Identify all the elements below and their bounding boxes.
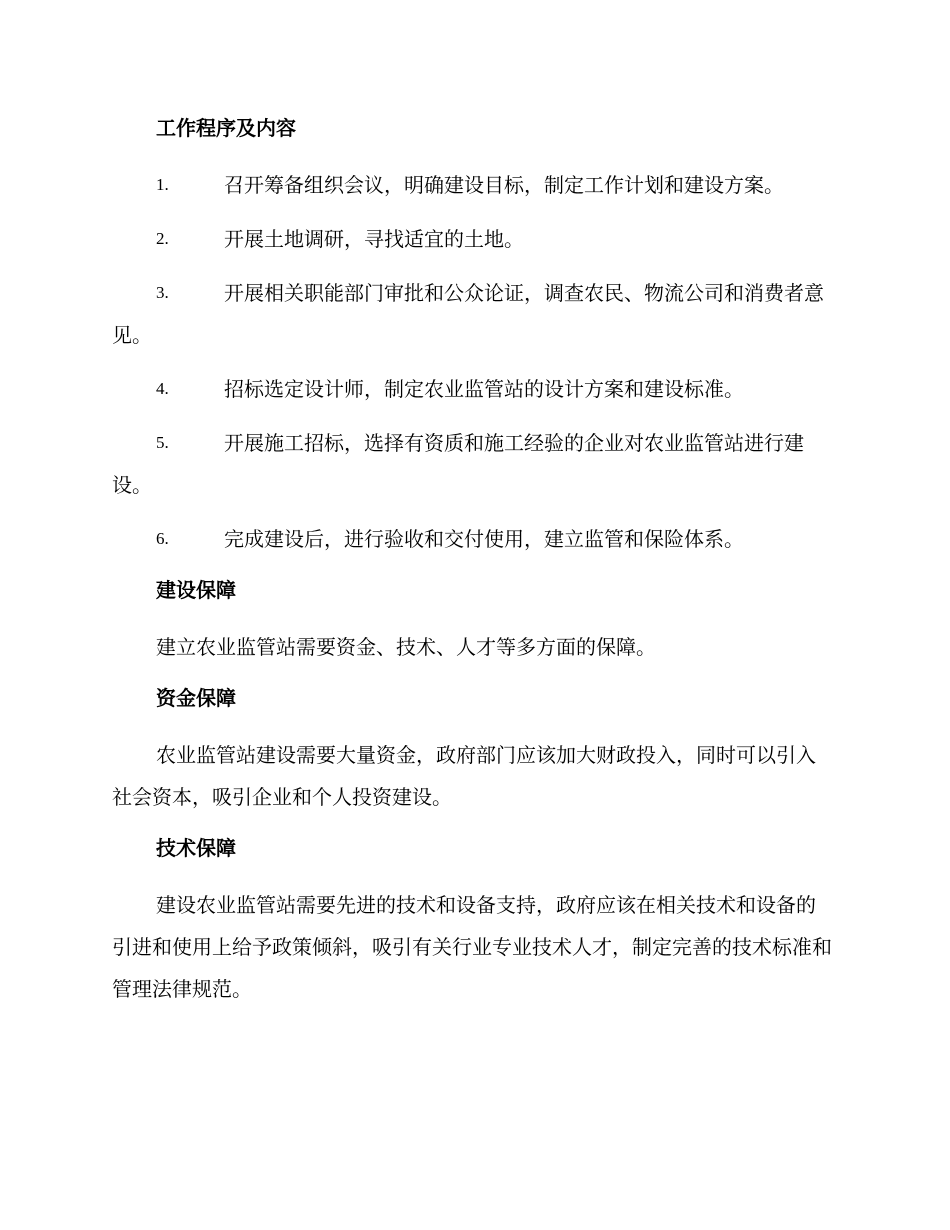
document-content (112, 110, 834, 1022)
section-heading-work-procedure: 工作程序及内容 (156, 116, 296, 140)
section-paragraph: 建设农业监管站需要先进的技术和设备支持，政府应该在相关技术和设备的引进和使用上给予政策倾斜，吸引有关行业专业技术人才，制定完善的技术标准和管理法律规范。 (112, 893, 832, 1001)
list-item-text: 招标选定设计师，制定农业监管站的设计方案和建设标准。 (224, 377, 744, 401)
list-item-text: 完成建设后，进行验收和交付使用，建立监管和保险体系。 (224, 527, 744, 551)
list-item (112, 422, 834, 506)
list-item (112, 368, 834, 410)
section-paragraph: 建立农业监管站需要资金、技术、人才等多方面的保障。 (156, 635, 656, 659)
section-heading-funding-guarantee: 资金保障 (156, 686, 236, 710)
section-heading-construction-guarantee: 建设保障 (156, 578, 236, 602)
list-item-number: 4. (156, 379, 169, 398)
list-item (112, 218, 834, 260)
list-item-text: 召开筹备组织会议，明确建设目标，制定工作计划和建设方案。 (224, 173, 784, 197)
list-item-text: 开展土地调研，寻找适宜的土地。 (224, 227, 524, 251)
list-item (112, 518, 834, 560)
list-item-number: 1. (156, 175, 169, 194)
list-item-text: 开展施工招标，选择有资质和施工经验的企业对农业监管站进行建设。 (112, 431, 804, 497)
section-paragraph: 农业监管站建设需要大量资金，政府部门应该加大财政投入，同时可以引入社会资本，吸引企业和个人投资建设。 (112, 743, 816, 809)
list-item-number: 6. (156, 529, 169, 548)
list-item (112, 272, 834, 356)
list-item (112, 164, 834, 206)
list-item-number: 2. (156, 229, 169, 248)
list-item-number: 3. (156, 283, 169, 302)
list-item-number: 5. (156, 433, 169, 452)
list-item-text: 开展相关职能部门审批和公众论证，调查农民、物流公司和消费者意见。 (112, 281, 824, 347)
section-heading-technical-guarantee: 技术保障 (156, 836, 236, 860)
